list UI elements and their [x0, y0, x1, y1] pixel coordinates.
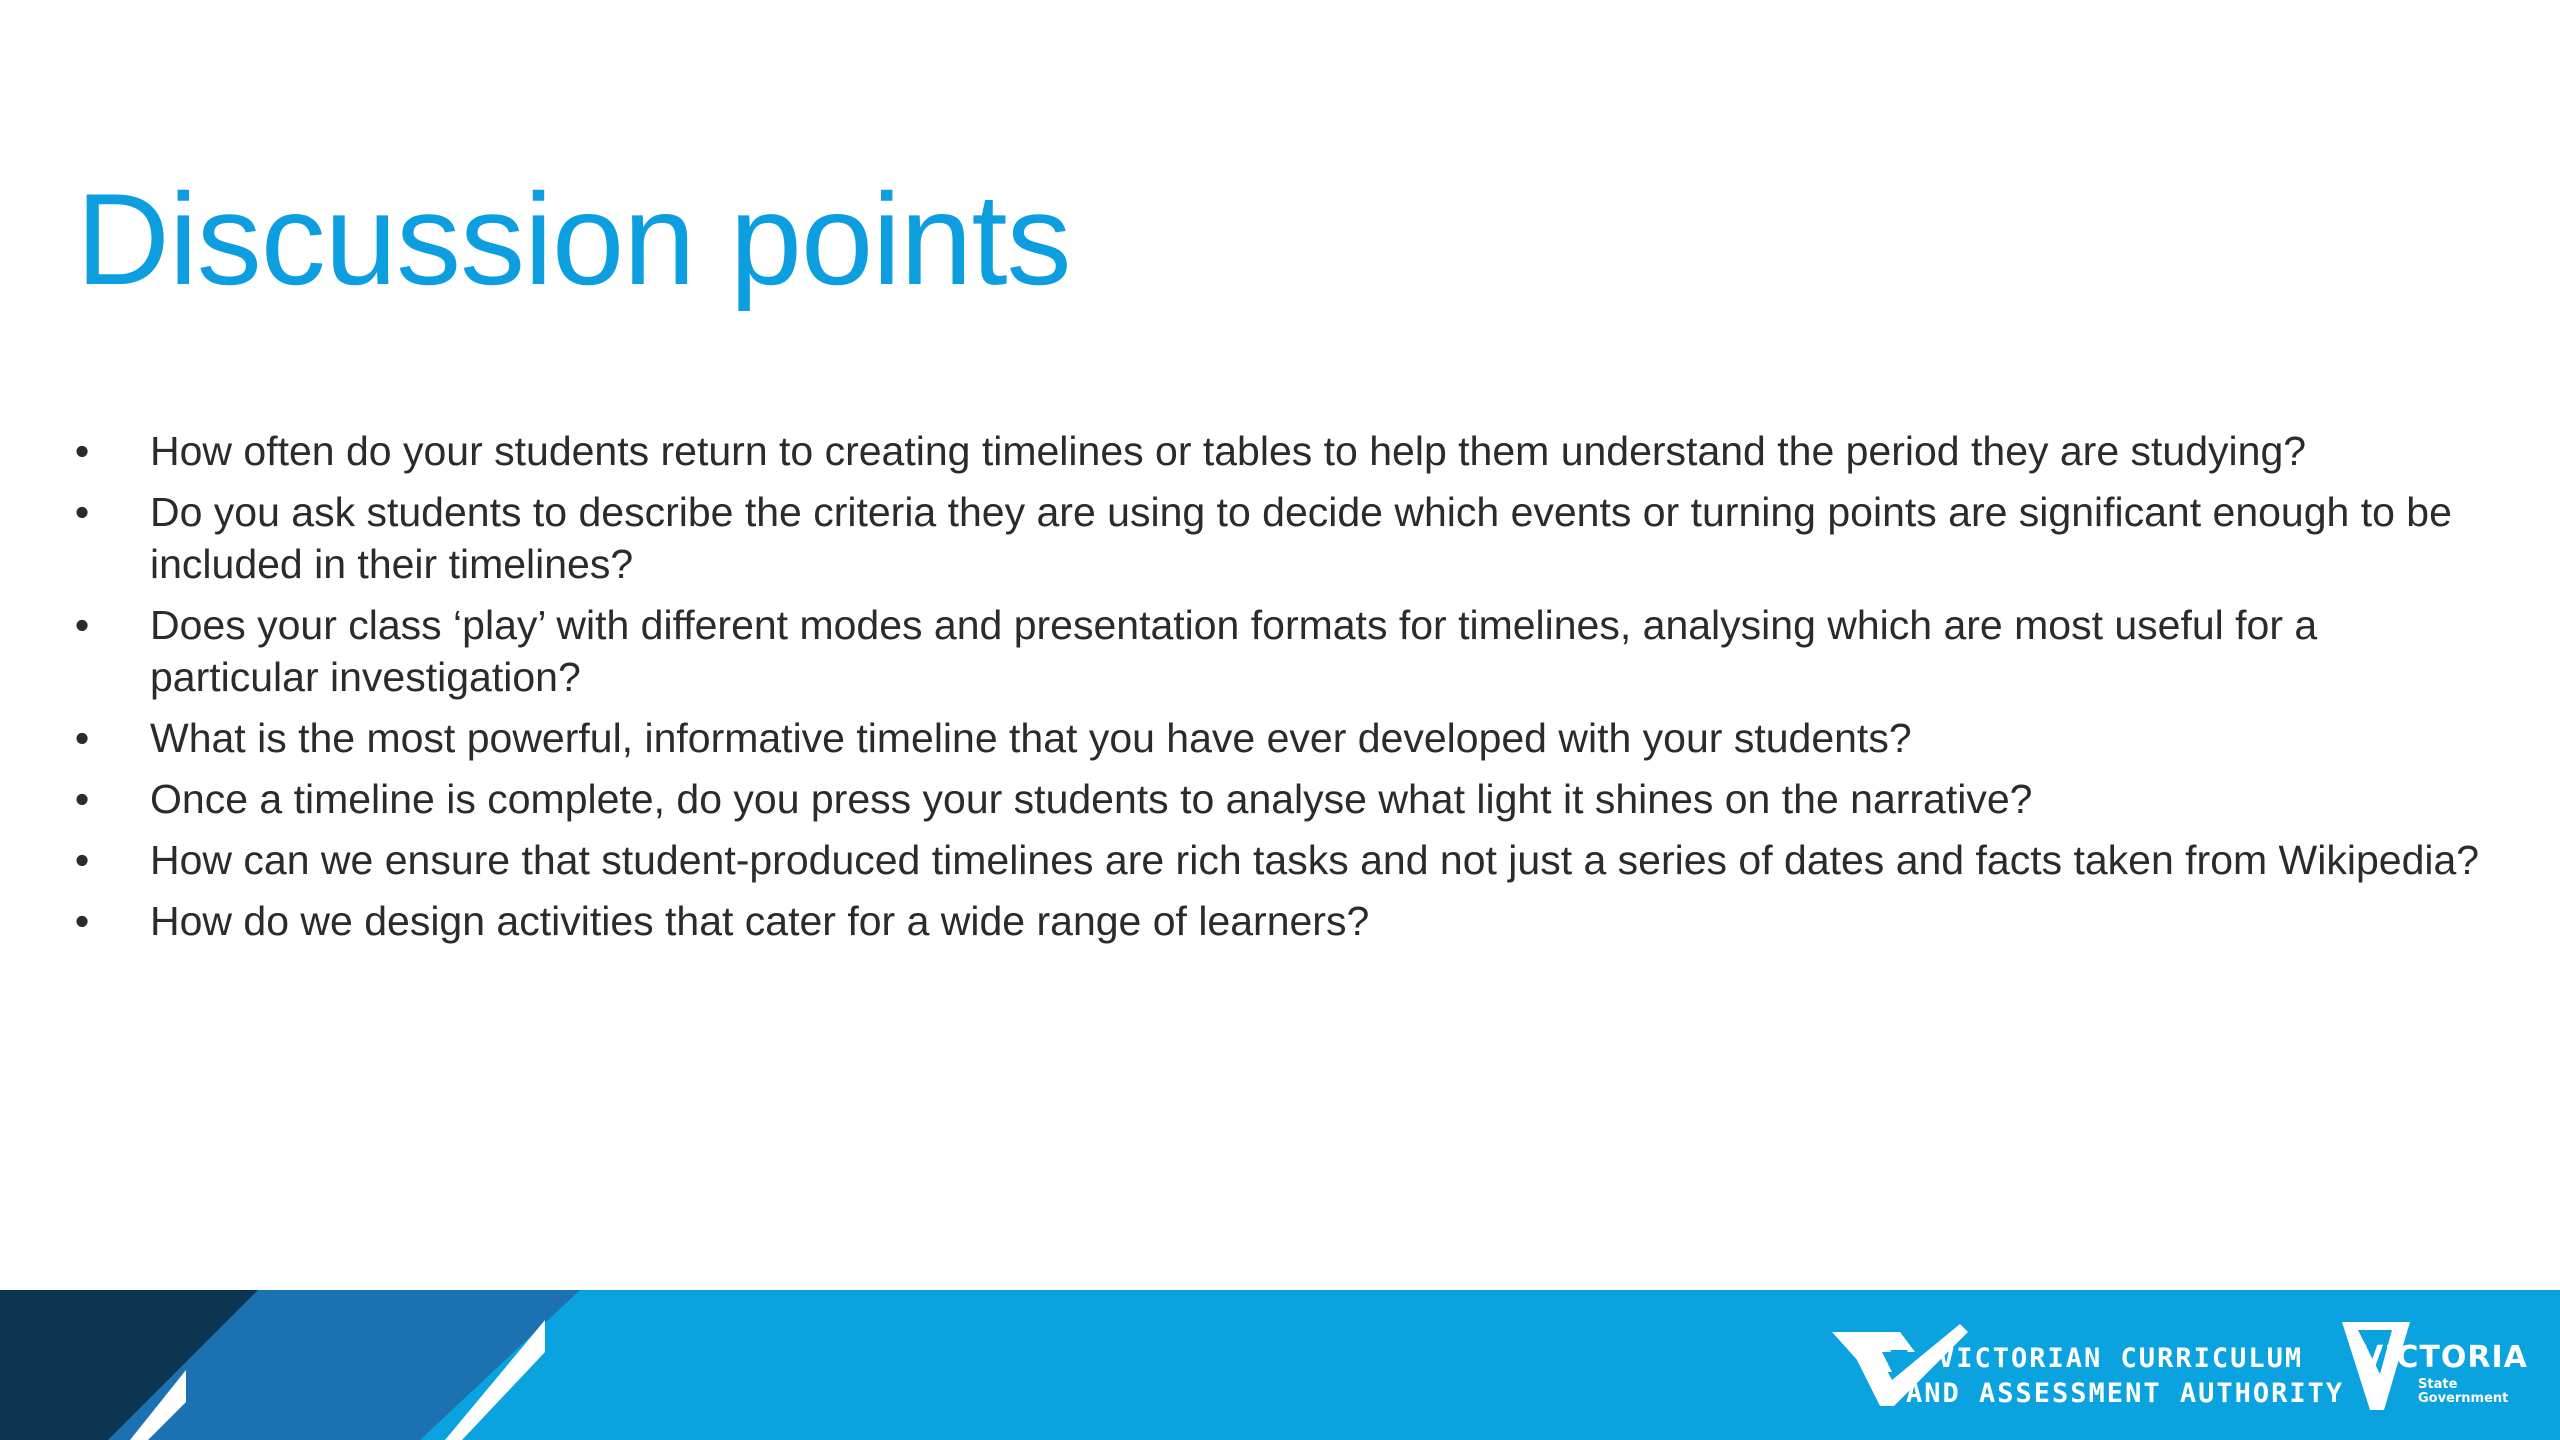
- bullet-text: How often do your students return to creating timelines or tables to help them understand the period they are studying?: [150, 428, 2307, 474]
- vcaa-logo-text: [1906, 1341, 2345, 1411]
- victoria-logo-subtitle: [2418, 1378, 2508, 1406]
- vcaa-logo-line1: VICTORIAN CURRICULUM: [1938, 1343, 2304, 1374]
- bullet-icon: •: [74, 602, 90, 648]
- bullet-icon: •: [74, 428, 90, 474]
- list-item: [72, 599, 2492, 703]
- bullet-text: How do we design activities that cater for a wide range of learners?: [150, 898, 1370, 944]
- list-item: [72, 834, 2492, 886]
- slide-title: Discussion points: [76, 166, 1071, 312]
- list-item: [72, 712, 2492, 764]
- bullet-text: What is the most powerful, informative timeline that you have ever developed with your students?: [150, 715, 1912, 761]
- bullet-text: Once a timeline is complete, do you press your students to analyse what light it shines on the narrative?: [150, 776, 2033, 822]
- bullet-text: How can we ensure that student-produced timelines are rich tasks and not just a series of dates and facts taken from Wikipedia?: [150, 837, 2480, 883]
- bullet-icon: •: [74, 776, 90, 822]
- bullet-text: Does your class ‘play’ with different modes and presentation formats for timelines, analysing which are most useful for a particular investigation?: [150, 602, 2318, 700]
- list-item: [72, 486, 2492, 590]
- victoria-logo-word: VICTORIA: [2360, 1340, 2528, 1375]
- list-item: [72, 773, 2492, 825]
- list-item: [72, 895, 2492, 947]
- discussion-points-list: [72, 425, 2492, 956]
- vcaa-logo-line2: AND ASSESSMENT AUTHORITY: [1906, 1378, 2345, 1409]
- bullet-icon: •: [74, 837, 90, 883]
- victoria-logo-state: State: [2418, 1377, 2458, 1392]
- victoria-logo-government: Government: [2418, 1391, 2509, 1406]
- bullet-icon: •: [74, 898, 90, 944]
- bullet-icon: •: [74, 489, 90, 535]
- list-item: [72, 425, 2492, 477]
- bullet-text: Do you ask students to describe the criteria they are using to decide which events or turning points are significant enough to be included in their timelines?: [150, 489, 2452, 587]
- bullet-icon: •: [74, 715, 90, 761]
